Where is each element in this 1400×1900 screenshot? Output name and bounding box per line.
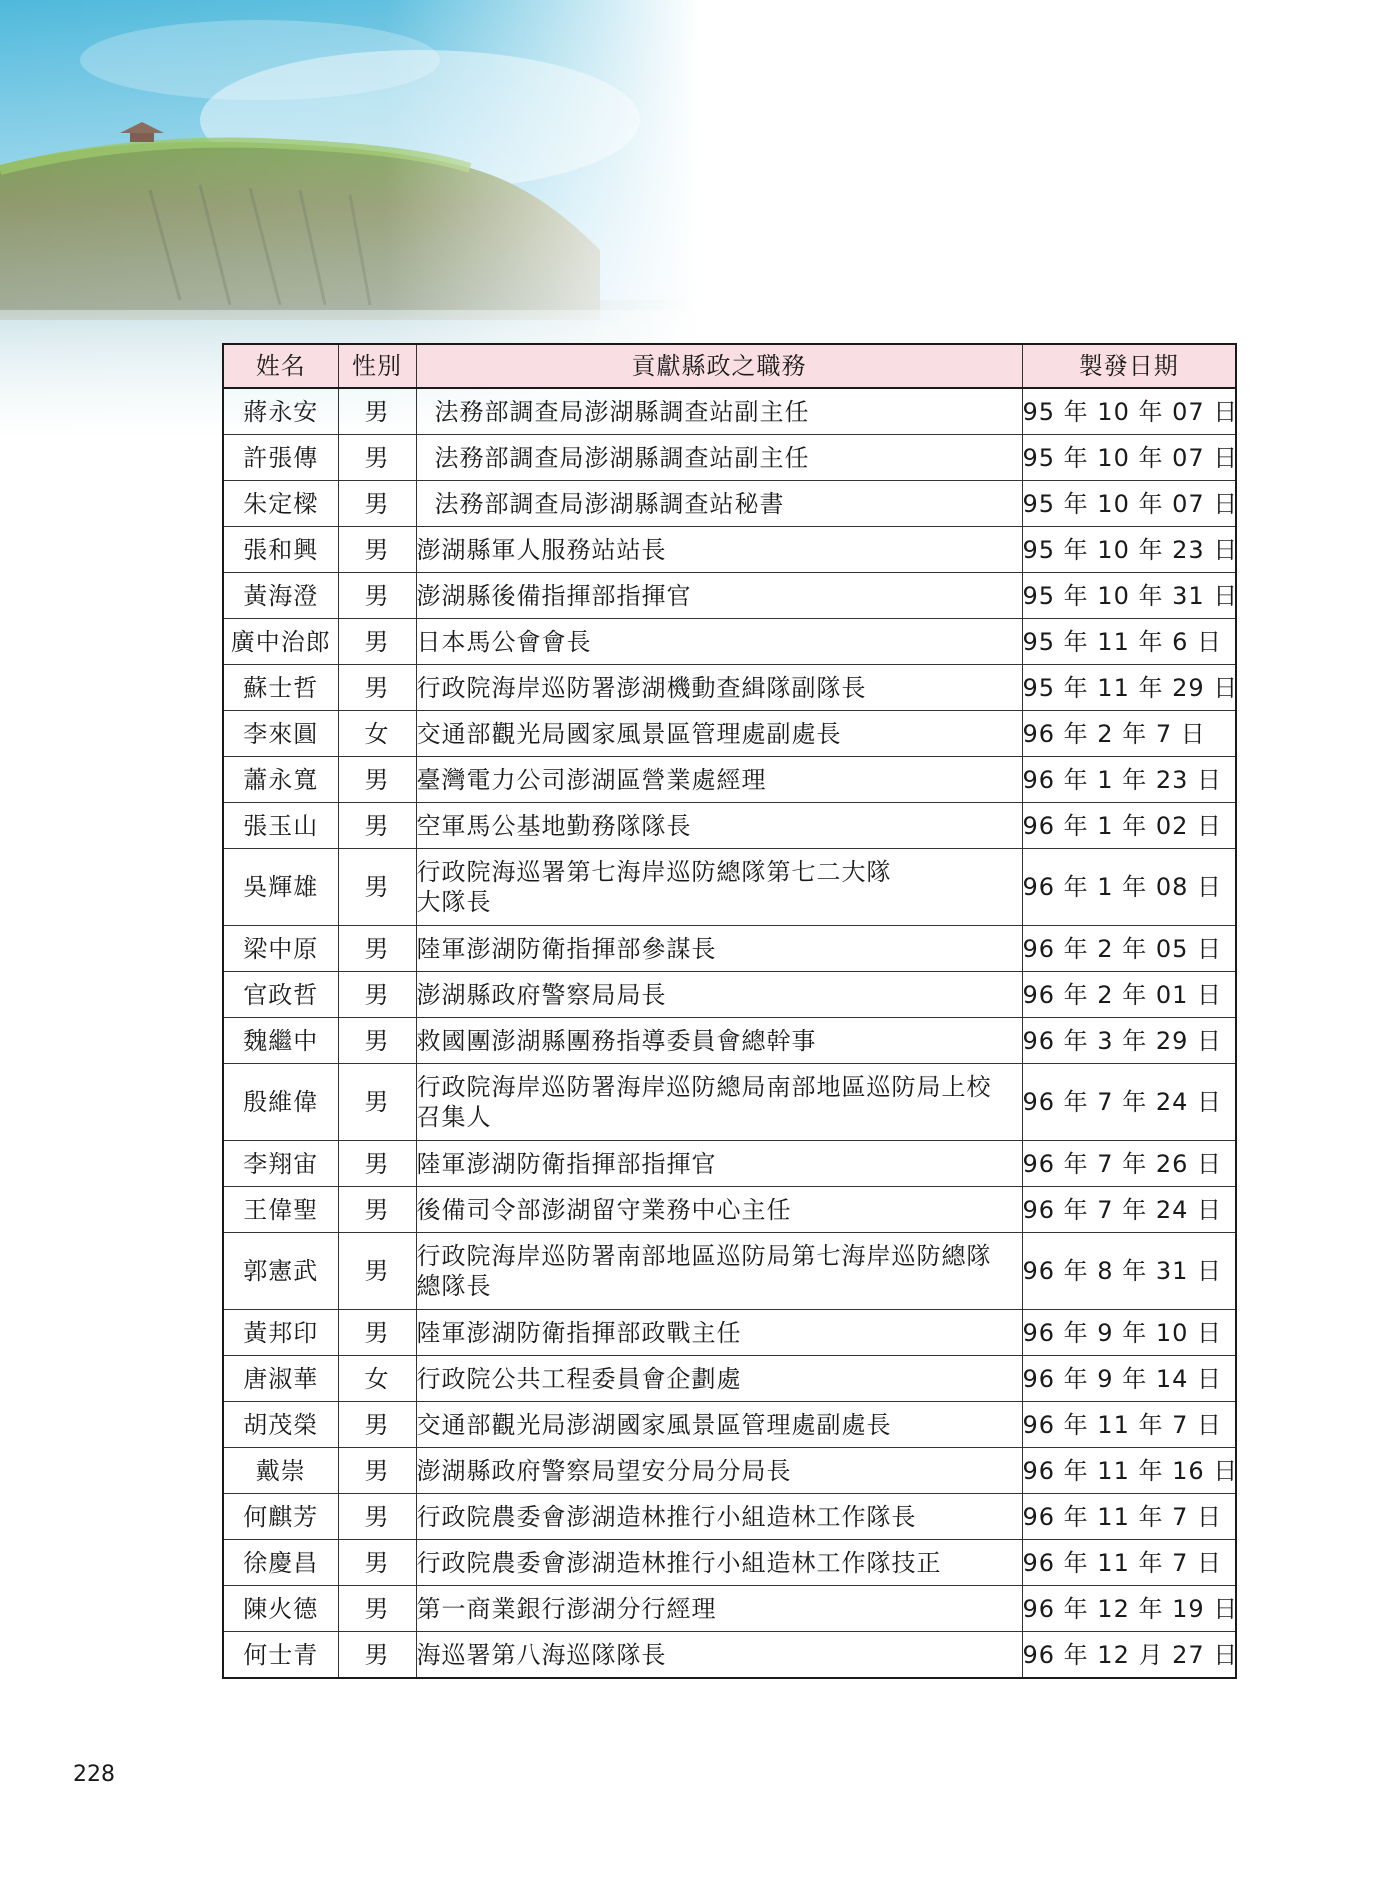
- page-number: 228: [73, 1762, 115, 1787]
- cell-duty: 行政院農委會澎湖造林推行小組造林工作隊長: [416, 1494, 1022, 1540]
- table-row: [223, 849, 1236, 926]
- cell-name: 李來圓: [223, 711, 338, 757]
- cell-name: 何麒芳: [223, 1494, 338, 1540]
- cell-duty-line-1: 行政院海岸巡防署南部地區巡防局第七海岸巡防總隊: [416, 1242, 992, 1270]
- cell-name: 殷維偉: [223, 1064, 338, 1141]
- cell-duty: 第一商業銀行澎湖分行經理: [416, 1586, 1022, 1632]
- table-row: [223, 1586, 1236, 1632]
- header-duty: 貢獻縣政之職務: [416, 344, 1022, 388]
- cell-duty: 行政院農委會澎湖造林推行小組造林工作隊技正: [416, 1540, 1022, 1586]
- cell-duty-line-2: 召集人: [416, 1103, 492, 1131]
- table-row: [223, 1540, 1236, 1586]
- table-row: [223, 711, 1236, 757]
- cell-name: 胡茂榮: [223, 1402, 338, 1448]
- cell-sex: 男: [338, 926, 416, 972]
- cell-sex: 女: [338, 711, 416, 757]
- cell-date: 96 年 12 年 19 日: [1022, 1586, 1236, 1632]
- table-row: [223, 1233, 1236, 1310]
- cell-duty: [416, 849, 1022, 926]
- cell-duty: 空軍馬公基地勤務隊隊長: [416, 803, 1022, 849]
- table-row: [223, 1018, 1236, 1064]
- table-row: [223, 1494, 1236, 1540]
- cell-duty: 法務部調查局澎湖縣調查站秘書: [416, 481, 1022, 527]
- cell-name: 張和興: [223, 527, 338, 573]
- cell-sex: 女: [338, 1356, 416, 1402]
- cell-sex: 男: [338, 1632, 416, 1679]
- table-row: [223, 435, 1236, 481]
- cell-name: 徐慶昌: [223, 1540, 338, 1586]
- table-row: [223, 803, 1236, 849]
- cell-sex: 男: [338, 1494, 416, 1540]
- cell-date: 96 年 1 年 08 日: [1022, 849, 1236, 926]
- cell-name: 魏繼中: [223, 1018, 338, 1064]
- cell-sex: 男: [338, 1540, 416, 1586]
- cell-duty: 行政院海岸巡防署澎湖機動查緝隊副隊長: [416, 665, 1022, 711]
- cell-duty: [416, 1233, 1022, 1310]
- cell-duty: 澎湖縣軍人服務站站長: [416, 527, 1022, 573]
- cell-duty-line-1: 行政院海岸巡防署海岸巡防總局南部地區巡防局上校: [416, 1073, 992, 1101]
- cell-sex: 男: [338, 1018, 416, 1064]
- cell-name: 王偉聖: [223, 1187, 338, 1233]
- cell-date: 96 年 7 年 26 日: [1022, 1141, 1236, 1187]
- table-row: [223, 1632, 1236, 1679]
- cell-name: 官政哲: [223, 972, 338, 1018]
- cell-date: 96 年 9 年 14 日: [1022, 1356, 1236, 1402]
- table-row: [223, 1141, 1236, 1187]
- cell-date: 96 年 12 月 27 日: [1022, 1632, 1236, 1679]
- cell-date: 96 年 1 年 23 日: [1022, 757, 1236, 803]
- cell-name: 陳火德: [223, 1586, 338, 1632]
- cell-date: 95 年 10 年 31 日: [1022, 573, 1236, 619]
- cell-date: 95 年 10 年 07 日: [1022, 481, 1236, 527]
- cell-name: 蕭永寬: [223, 757, 338, 803]
- cell-sex: 男: [338, 849, 416, 926]
- table-row: [223, 972, 1236, 1018]
- cell-duty: 法務部調查局澎湖縣調查站副主任: [416, 388, 1022, 435]
- cell-name: 朱定樑: [223, 481, 338, 527]
- cell-date: 96 年 11 年 16 日: [1022, 1448, 1236, 1494]
- cell-sex: 男: [338, 619, 416, 665]
- cell-duty-line-2: 大隊長: [416, 888, 492, 916]
- cell-date: 96 年 11 年 7 日: [1022, 1540, 1236, 1586]
- cell-date: 96 年 2 年 05 日: [1022, 926, 1236, 972]
- cell-sex: 男: [338, 481, 416, 527]
- cell-duty: 後備司令部澎湖留守業務中心主任: [416, 1187, 1022, 1233]
- table-row: [223, 1187, 1236, 1233]
- cell-sex: 男: [338, 435, 416, 481]
- cell-duty: 臺灣電力公司澎湖區營業處經理: [416, 757, 1022, 803]
- cell-name: 郭憲武: [223, 1233, 338, 1310]
- cell-duty: 陸軍澎湖防衛指揮部參謀長: [416, 926, 1022, 972]
- header-name: 姓名: [223, 344, 338, 388]
- cell-name: 吳輝雄: [223, 849, 338, 926]
- cell-sex: 男: [338, 1064, 416, 1141]
- cell-duty: 澎湖縣政府警察局局長: [416, 972, 1022, 1018]
- header-sex: 性別: [338, 344, 416, 388]
- cell-sex: 男: [338, 1448, 416, 1494]
- cell-sex: 男: [338, 573, 416, 619]
- cell-date: 96 年 9 年 10 日: [1022, 1310, 1236, 1356]
- cell-duty: 救國團澎湖縣團務指導委員會總幹事: [416, 1018, 1022, 1064]
- cell-duty: 交通部觀光局國家風景區管理處副處長: [416, 711, 1022, 757]
- cell-date: 96 年 3 年 29 日: [1022, 1018, 1236, 1064]
- cell-duty: 法務部調查局澎湖縣調查站副主任: [416, 435, 1022, 481]
- cell-duty: 行政院公共工程委員會企劃處: [416, 1356, 1022, 1402]
- cell-sex: 男: [338, 1233, 416, 1310]
- cell-sex: 男: [338, 1310, 416, 1356]
- table-row: [223, 757, 1236, 803]
- table-header-row: [223, 344, 1236, 388]
- cell-duty: 澎湖縣政府警察局望安分局分局長: [416, 1448, 1022, 1494]
- cell-duty: 陸軍澎湖防衛指揮部指揮官: [416, 1141, 1022, 1187]
- table-row: [223, 573, 1236, 619]
- table-row: [223, 527, 1236, 573]
- table-row: [223, 1448, 1236, 1494]
- cell-date: 96 年 2 年 01 日: [1022, 972, 1236, 1018]
- cell-duty-line-2: 總隊長: [416, 1272, 492, 1300]
- cell-sex: 男: [338, 972, 416, 1018]
- cell-date: 96 年 11 年 7 日: [1022, 1494, 1236, 1540]
- cell-sex: 男: [338, 1586, 416, 1632]
- cell-date: 95 年 10 年 07 日: [1022, 388, 1236, 435]
- table-row: [223, 1310, 1236, 1356]
- cell-sex: 男: [338, 388, 416, 435]
- cell-date: 96 年 7 年 24 日: [1022, 1187, 1236, 1233]
- honor-citizen-table: [222, 343, 1237, 1679]
- cell-name: 唐淑華: [223, 1356, 338, 1402]
- cell-sex: 男: [338, 803, 416, 849]
- cell-date: 96 年 8 年 31 日: [1022, 1233, 1236, 1310]
- cell-sex: 男: [338, 1187, 416, 1233]
- cell-duty-line-1: 行政院海巡署第七海岸巡防總隊第七二大隊: [416, 858, 892, 886]
- cell-date: 95 年 10 年 07 日: [1022, 435, 1236, 481]
- cell-sex: 男: [338, 1141, 416, 1187]
- table-row: [223, 926, 1236, 972]
- cell-date: 95 年 10 年 23 日: [1022, 527, 1236, 573]
- cell-name: 戴崇: [223, 1448, 338, 1494]
- cell-sex: 男: [338, 665, 416, 711]
- table-row: [223, 1402, 1236, 1448]
- cell-name: 何士青: [223, 1632, 338, 1679]
- cell-name: 蔣永安: [223, 388, 338, 435]
- table-row: [223, 481, 1236, 527]
- table-row: [223, 665, 1236, 711]
- cell-duty: 海巡署第八海巡隊隊長: [416, 1632, 1022, 1679]
- cell-duty: 交通部觀光局澎湖國家風景區管理處副處長: [416, 1402, 1022, 1448]
- table-row: [223, 1356, 1236, 1402]
- cell-date: 95 年 11 年 29 日: [1022, 665, 1236, 711]
- cell-name: 許張傳: [223, 435, 338, 481]
- cell-sex: 男: [338, 757, 416, 803]
- cell-name: 梁中原: [223, 926, 338, 972]
- table-row: [223, 388, 1236, 435]
- cell-date: 96 年 2 年 7 日: [1022, 711, 1236, 757]
- cell-date: 96 年 7 年 24 日: [1022, 1064, 1236, 1141]
- cell-name: 黃海澄: [223, 573, 338, 619]
- cell-name: 張玉山: [223, 803, 338, 849]
- cell-duty: 日本馬公會會長: [416, 619, 1022, 665]
- cell-name: 黃邦印: [223, 1310, 338, 1356]
- cell-duty: 澎湖縣後備指揮部指揮官: [416, 573, 1022, 619]
- cell-sex: 男: [338, 527, 416, 573]
- cell-date: 96 年 1 年 02 日: [1022, 803, 1236, 849]
- cell-duty: [416, 1064, 1022, 1141]
- cell-name: 李翔宙: [223, 1141, 338, 1187]
- table-row: [223, 619, 1236, 665]
- cell-duty: 陸軍澎湖防衛指揮部政戰主任: [416, 1310, 1022, 1356]
- cell-sex: 男: [338, 1402, 416, 1448]
- cell-date: 95 年 11 年 6 日: [1022, 619, 1236, 665]
- cell-name: 蘇士哲: [223, 665, 338, 711]
- cell-name: 廣中治郎: [223, 619, 338, 665]
- table-row: [223, 1064, 1236, 1141]
- cell-date: 96 年 11 年 7 日: [1022, 1402, 1236, 1448]
- header-date: 製發日期: [1022, 344, 1236, 388]
- honor-citizen-table-container: [222, 343, 1239, 1679]
